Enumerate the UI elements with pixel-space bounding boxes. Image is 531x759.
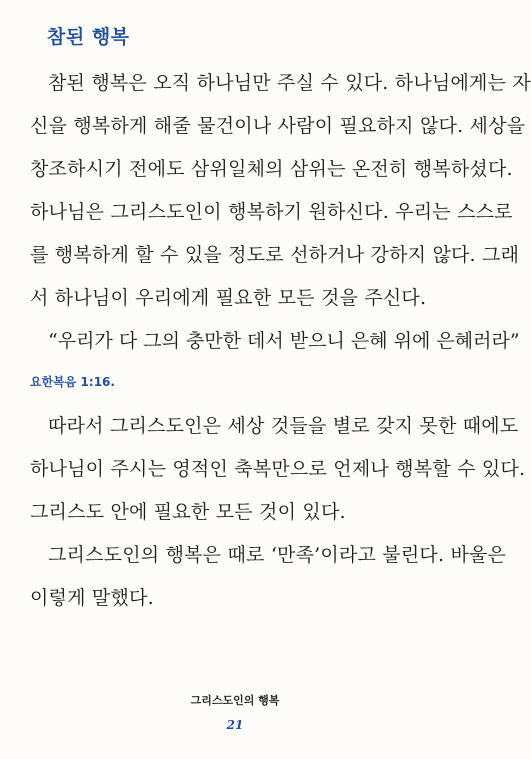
verse-reference: 요한복음 1:16. bbox=[30, 375, 115, 389]
page-heading: 참된 행복 bbox=[47, 26, 130, 48]
text-line: 창조하시기 전에도 삼위일체의 삼위는 온전히 행복하셨다. bbox=[30, 158, 513, 180]
bible-quote: “우리가 다 그의 충만한 데서 받으니 은혜 위에 은혜러라” bbox=[48, 330, 520, 352]
text-line: 하나님이 주시는 영적인 축복만으로 언제나 행복할 수 있다. bbox=[30, 458, 526, 480]
body-text bbox=[30, 62, 531, 620]
text-line: 하나님은 그리스도인이 행복하기 원하신다. 우리는 스스로 bbox=[30, 201, 513, 223]
footer-book-title: 그리스도인의 행복 bbox=[190, 694, 280, 707]
text-line: 신을 행복하게 해줄 물건이나 사람이 필요하지 않다. 세상을 bbox=[30, 115, 526, 137]
text-line: 이렇게 말했다. bbox=[30, 587, 154, 609]
text-line: 서 하나님이 우리에게 필요한 모든 것을 주신다. bbox=[30, 287, 427, 309]
text-line: 참된 행복은 오직 하나님만 주실 수 있다. 하나님에게는 자 bbox=[48, 72, 531, 94]
text-line: 그리스도인의 행복은 때로 ‘만족’이라고 불린다. 바울은 bbox=[48, 544, 507, 566]
text-line: 따라서 그리스도인은 세상 것들을 별로 갖지 못한 때에도 bbox=[48, 415, 519, 437]
text-line: 를 행복하게 할 수 있을 정도로 선하거나 강하지 않다. 그래 bbox=[30, 244, 520, 266]
page-number: 21 bbox=[226, 718, 244, 732]
text-line: 그리스도 안에 필요한 모든 것이 있다. bbox=[30, 501, 346, 523]
